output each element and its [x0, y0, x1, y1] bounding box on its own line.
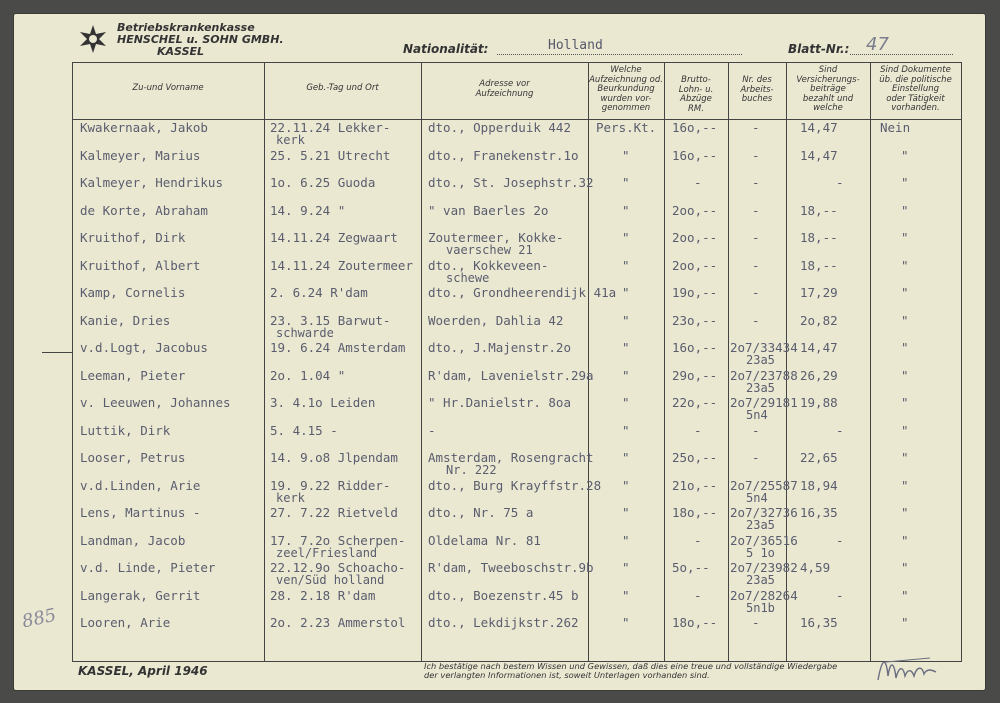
- cell-work-book-continued: 5 1o: [746, 546, 775, 560]
- cell-address: dto., Grondheerendijk 41a: [428, 285, 617, 300]
- header-recorded-line-3: Beurkundung: [597, 84, 655, 94]
- cell-birth-continued: schwarde: [276, 326, 334, 340]
- cell-recorded: ": [622, 368, 630, 383]
- header-work-book: [728, 76, 786, 105]
- cell-wage: 29o,--: [672, 368, 718, 383]
- cell-political: ": [901, 533, 909, 548]
- cell-political: ": [901, 175, 909, 190]
- cell-birth: 28. 2.18 R'dam: [270, 588, 376, 603]
- cell-wage: 22o,--: [672, 395, 718, 410]
- cell-wage: 23o,--: [672, 313, 718, 328]
- cell-work-book: -: [752, 615, 760, 630]
- cell-insurance: 4,59: [800, 560, 831, 575]
- header-work-book-line-3: buches: [741, 94, 773, 104]
- cell-name: Luttik, Dirk: [80, 423, 171, 438]
- header-wage-line-1: Brutto-: [681, 75, 711, 85]
- cell-address: Oldelama Nr. 81: [428, 533, 541, 548]
- cell-work-book: -: [752, 175, 760, 190]
- cell-address: dto., J.Majenstr.2o: [428, 340, 571, 355]
- header-insurance-line-1: Sind: [818, 65, 838, 75]
- nationality-value: Holland: [548, 38, 603, 53]
- column-divider-book: [728, 62, 729, 662]
- cell-name: v.d. Linde, Pieter: [80, 560, 216, 575]
- cell-wage: 16o,--: [672, 340, 718, 355]
- cell-birth: 23. 3.15 Barwut-: [270, 313, 391, 328]
- cell-political: ": [901, 505, 909, 520]
- cell-address: Woerden, Dahlia 42: [428, 313, 564, 328]
- cell-name: v.d.Linden, Arie: [80, 478, 201, 493]
- cell-political: ": [901, 588, 909, 603]
- header-insurance-line-5: welche: [813, 103, 843, 113]
- cell-work-book: 2o7/28264: [730, 588, 798, 603]
- header-insurance-line-4: bezahlt und: [802, 93, 854, 104]
- cell-birth: 5. 4.15 -: [270, 423, 338, 438]
- cell-recorded: ": [622, 588, 630, 603]
- cell-recorded: ": [622, 203, 630, 218]
- cell-political: ": [901, 450, 909, 465]
- cell-insurance: 18,--: [800, 203, 838, 218]
- cell-insurance: 22,65: [800, 450, 838, 465]
- cell-work-book: -: [752, 450, 760, 465]
- nationality-label: Nationalität:: [403, 42, 489, 56]
- cell-recorded: ": [622, 533, 630, 548]
- cell-wage: 2oo,--: [672, 203, 718, 218]
- cell-wage: -: [694, 175, 702, 190]
- cell-name: Looser, Petrus: [80, 450, 186, 465]
- table-right-border: [961, 62, 962, 662]
- cell-birth: 2o. 1.04 ": [270, 368, 346, 383]
- cell-recorded: ": [622, 340, 630, 355]
- column-divider-political: [870, 62, 871, 662]
- cell-name: v. Leeuwen, Johannes: [80, 395, 231, 410]
- cell-address-continued: schewe: [446, 271, 490, 285]
- cell-political: ": [901, 258, 909, 273]
- cell-name: de Korte, Abraham: [80, 203, 208, 218]
- header-wage-line-2: Lohn- u.: [678, 84, 714, 95]
- cell-work-book: 2o7/25587: [730, 478, 798, 493]
- cell-work-book: -: [752, 423, 760, 438]
- cell-address: dto., Boezenstr.45 b: [428, 588, 579, 603]
- cell-birth: 14. 9.o8 Jlpendam: [270, 450, 398, 465]
- cell-birth: 22.12.9o Schoacho-: [270, 560, 406, 575]
- cell-work-book-continued: 23a5: [746, 573, 775, 587]
- cell-address: -: [428, 423, 436, 438]
- cell-address: dto., Opperduik 442: [428, 120, 571, 135]
- header-address-line-1: Adresse vor: [479, 79, 530, 89]
- cell-birth: 19. 9.22 Ridder-: [270, 478, 391, 493]
- cell-recorded: Pers.Kt.: [596, 120, 657, 135]
- cell-birth: 3. 4.1o Leiden: [270, 395, 376, 410]
- company-star-logo-icon: [78, 24, 108, 54]
- cell-work-book-continued: 5n1b: [746, 601, 775, 615]
- nationality-dotted-line: [497, 54, 742, 55]
- header-recorded-line-5: genommen: [601, 103, 651, 113]
- cell-political: ": [901, 423, 909, 438]
- cell-address: dto., Nr. 75 a: [428, 505, 534, 520]
- cell-political: ": [901, 313, 909, 328]
- cell-recorded: ": [622, 258, 630, 273]
- cell-birth: 19. 6.24 Amsterdam: [270, 340, 406, 355]
- cell-political: ": [901, 148, 909, 163]
- cell-insurance: 26,29: [800, 368, 838, 383]
- cell-insurance: 18,94: [800, 478, 838, 493]
- header-recorded-line-2: Aufzeichnung od.: [589, 74, 663, 85]
- sheet-number-value: 47: [866, 34, 889, 55]
- cell-work-book: 2o7/29181: [730, 395, 798, 410]
- cell-wage: 16o,--: [672, 120, 718, 135]
- cell-political: ": [901, 285, 909, 300]
- cell-work-book: -: [752, 230, 760, 245]
- company-line-3: KASSEL: [157, 45, 205, 58]
- place-and-date: KASSEL, April 1946: [78, 664, 208, 678]
- cell-name: Kamp, Cornelis: [80, 285, 186, 300]
- cell-recorded: ": [622, 395, 630, 410]
- cell-work-book: 2o7/36516: [730, 533, 798, 548]
- cell-political: ": [901, 230, 909, 245]
- cell-work-book: -: [752, 285, 760, 300]
- cell-birth: 2. 6.24 R'dam: [270, 285, 368, 300]
- header-birth: Geb.-Tag und Ort: [306, 83, 379, 93]
- header-wage-line-4: RM.: [688, 103, 704, 114]
- cell-recorded: ": [622, 505, 630, 520]
- cell-recorded: ": [622, 560, 630, 575]
- company-line-2: HENSCHEL u. SOHN GMBH.: [117, 33, 284, 46]
- cell-political: ": [901, 478, 909, 493]
- cell-name: Leeman, Pieter: [80, 368, 186, 383]
- cell-insurance: 18,--: [800, 258, 838, 273]
- cell-address: " Hr.Danielstr. 8oa: [428, 395, 571, 410]
- cell-work-book: -: [752, 313, 760, 328]
- cell-insurance: -: [836, 588, 844, 603]
- sheet-number-label: Blatt-Nr.:: [788, 42, 850, 56]
- cell-work-book: -: [752, 148, 760, 163]
- cell-wage: 2oo,--: [672, 230, 718, 245]
- cell-birth: 1o. 6.25 Guoda: [270, 175, 376, 190]
- header-insurance-line-2: Versicherungs-: [796, 74, 860, 85]
- table-left-border: [72, 62, 73, 662]
- cell-insurance: 18,--: [800, 230, 838, 245]
- cell-political: ": [901, 615, 909, 630]
- cell-wage: 21o,--: [672, 478, 718, 493]
- header-name: Zu-und Vorname: [132, 83, 204, 93]
- cell-wage: 18o,--: [672, 615, 718, 630]
- margin-tick-mark: [42, 352, 72, 353]
- cell-birth: 14. 9.24 ": [270, 203, 346, 218]
- cell-wage: 18o,--: [672, 505, 718, 520]
- cell-birth: 25. 5.21 Utrecht: [270, 148, 391, 163]
- cell-wage: 16o,--: [672, 148, 718, 163]
- cell-work-book: 2o7/23788: [730, 368, 798, 383]
- header-political-line-2: üb. die politische: [879, 74, 952, 85]
- company-line-1: Betriebskrankenkasse: [117, 21, 255, 34]
- cell-political: Nein: [880, 120, 911, 135]
- declaration-line-1: Ich bestätige nach bestem Wissen und Gewissen, daß dies eine treue und vollständige Wiedergabe: [424, 661, 838, 671]
- cell-address: Zoutermeer, Kokke-: [428, 230, 564, 245]
- table-top-border: [72, 62, 962, 63]
- cell-work-book: -: [752, 120, 760, 135]
- cell-name: Kruithof, Albert: [80, 258, 201, 273]
- cell-work-book: -: [752, 203, 760, 218]
- cell-name: Lens, Martinus -: [80, 505, 201, 520]
- header-insurance-line-3: beiträge: [810, 84, 846, 94]
- cell-insurance: -: [836, 533, 844, 548]
- cell-recorded: ": [622, 423, 630, 438]
- cell-birth: 14.11.24 Zoutermeer: [270, 258, 413, 273]
- cell-work-book-continued: 5n4: [746, 491, 768, 505]
- cell-work-book: -: [752, 258, 760, 273]
- column-divider-birth: [264, 62, 265, 662]
- column-divider-wage: [664, 62, 665, 662]
- cell-wage: 5o,--: [672, 560, 710, 575]
- cell-wage: -: [694, 423, 702, 438]
- cell-recorded: ": [622, 450, 630, 465]
- header-political-line-1: Sind Dokumente: [880, 65, 951, 75]
- cell-name: Langerak, Gerrit: [80, 588, 201, 603]
- cell-name: Kruithof, Dirk: [80, 230, 186, 245]
- cell-political: ": [901, 560, 909, 575]
- header-wage-line-3: Abzüge: [680, 94, 712, 104]
- cell-recorded: ": [622, 313, 630, 328]
- header-political-line-3: Einstellung: [891, 84, 939, 94]
- cell-insurance: 14,47: [800, 340, 838, 355]
- cell-address: R'dam, Lavenielstr.29a: [428, 368, 594, 383]
- cell-address: dto., Burg Krayffstr.28: [428, 478, 602, 493]
- cell-insurance: 19,88: [800, 395, 838, 410]
- header-recorded-line-4: wurden vor-: [600, 93, 652, 104]
- cell-work-book-continued: 23a5: [746, 518, 775, 532]
- cell-political: ": [901, 368, 909, 383]
- header-recorded: [588, 66, 664, 114]
- pencil-note: 885: [20, 604, 59, 633]
- cell-wage: 19o,--: [672, 285, 718, 300]
- cell-birth: 2o. 2.23 Ammerstol: [270, 615, 406, 630]
- cell-insurance: -: [836, 175, 844, 190]
- cell-recorded: ": [622, 175, 630, 190]
- cell-recorded: ": [622, 285, 630, 300]
- cell-work-book: 2o7/33434: [730, 340, 798, 355]
- header-work-book-line-2: Arbeits-: [740, 84, 774, 95]
- cell-political: ": [901, 340, 909, 355]
- cell-work-book-continued: 23a5: [746, 353, 775, 367]
- header-political: [870, 66, 961, 114]
- cell-name: v.d.Logt, Jacobus: [80, 340, 208, 355]
- cell-work-book-continued: 23a5: [746, 381, 775, 395]
- cell-name: Looren, Arie: [80, 615, 171, 630]
- header-political-line-4: oder Tätigkeit: [886, 93, 945, 104]
- declaration-line-2: der verlangten Informationen ist, soweit Unterlagen vorhanden sind.: [424, 670, 710, 680]
- header-political-line-5: vorhanden.: [891, 103, 940, 113]
- handwritten-signature: [872, 652, 942, 686]
- header-recorded-line-1: Welche: [610, 65, 642, 75]
- cell-wage: -: [694, 588, 702, 603]
- cell-name: Kalmeyer, Hendrikus: [80, 175, 223, 190]
- cell-insurance: 16,35: [800, 615, 838, 630]
- cell-wage: 2oo,--: [672, 258, 718, 273]
- cell-name: Kalmeyer, Marius: [80, 148, 201, 163]
- cell-birth-continued: kerk: [276, 133, 305, 147]
- header-insurance: [786, 66, 870, 114]
- cell-address-continued: Nr. 222: [446, 463, 497, 477]
- cell-work-book: 2o7/23982: [730, 560, 798, 575]
- cell-recorded: ": [622, 148, 630, 163]
- cell-birth: 27. 7.22 Rietveld: [270, 505, 398, 520]
- cell-birth-continued: zeel/Friesland: [276, 546, 378, 560]
- cell-insurance: 2o,82: [800, 313, 838, 328]
- cell-birth: 14.11.24 Zegwaart: [270, 230, 398, 245]
- cell-wage: 25o,--: [672, 450, 718, 465]
- cell-name: Landman, Jacob: [80, 533, 186, 548]
- cell-address: dto., St. Josephstr.32: [428, 175, 594, 190]
- cell-political: ": [901, 395, 909, 410]
- cell-insurance: 16,35: [800, 505, 838, 520]
- cell-political: ": [901, 203, 909, 218]
- cell-address: dto., Franekenstr.1o: [428, 148, 579, 163]
- header-address: [421, 80, 588, 99]
- cell-address: dto., Kokkeveen-: [428, 258, 549, 273]
- cell-recorded: ": [622, 615, 630, 630]
- header-work-book-line-1: Nr. des: [742, 75, 772, 85]
- cell-insurance: 17,29: [800, 285, 838, 300]
- cell-birth-continued: kerk: [276, 491, 305, 505]
- cell-birth: 22.11.24 Lekker-: [270, 120, 391, 135]
- column-divider-address: [421, 62, 422, 662]
- cell-address: Amsterdam, Rosengracht: [428, 450, 594, 465]
- cell-insurance: -: [836, 423, 844, 438]
- cell-wage: -: [694, 533, 702, 548]
- cell-work-book: 2o7/32736: [730, 505, 798, 520]
- cell-insurance: 14,47: [800, 120, 838, 135]
- cell-insurance: 14,47: [800, 148, 838, 163]
- cell-name: Kwakernaak, Jakob: [80, 120, 208, 135]
- header-wage: [664, 76, 728, 114]
- cell-birth-continued: ven/Süd holland: [276, 573, 385, 587]
- cell-name: Kanie, Dries: [80, 313, 171, 328]
- cell-birth: 17. 7.2o Scherpen-: [270, 533, 406, 548]
- cell-address: R'dam, Tweeboschstr.9b: [428, 560, 594, 575]
- cell-address: dto., Lekdijkstr.262: [428, 615, 579, 630]
- company-name: [117, 22, 284, 58]
- cell-recorded: ": [622, 230, 630, 245]
- header-address-line-2: Aufzeichnung: [475, 88, 534, 99]
- cell-recorded: ": [622, 478, 630, 493]
- cell-address-continued: vaerschew 21: [446, 243, 533, 257]
- cell-work-book-continued: 5n4: [746, 408, 768, 422]
- cell-address: " van Baerles 2o: [428, 203, 549, 218]
